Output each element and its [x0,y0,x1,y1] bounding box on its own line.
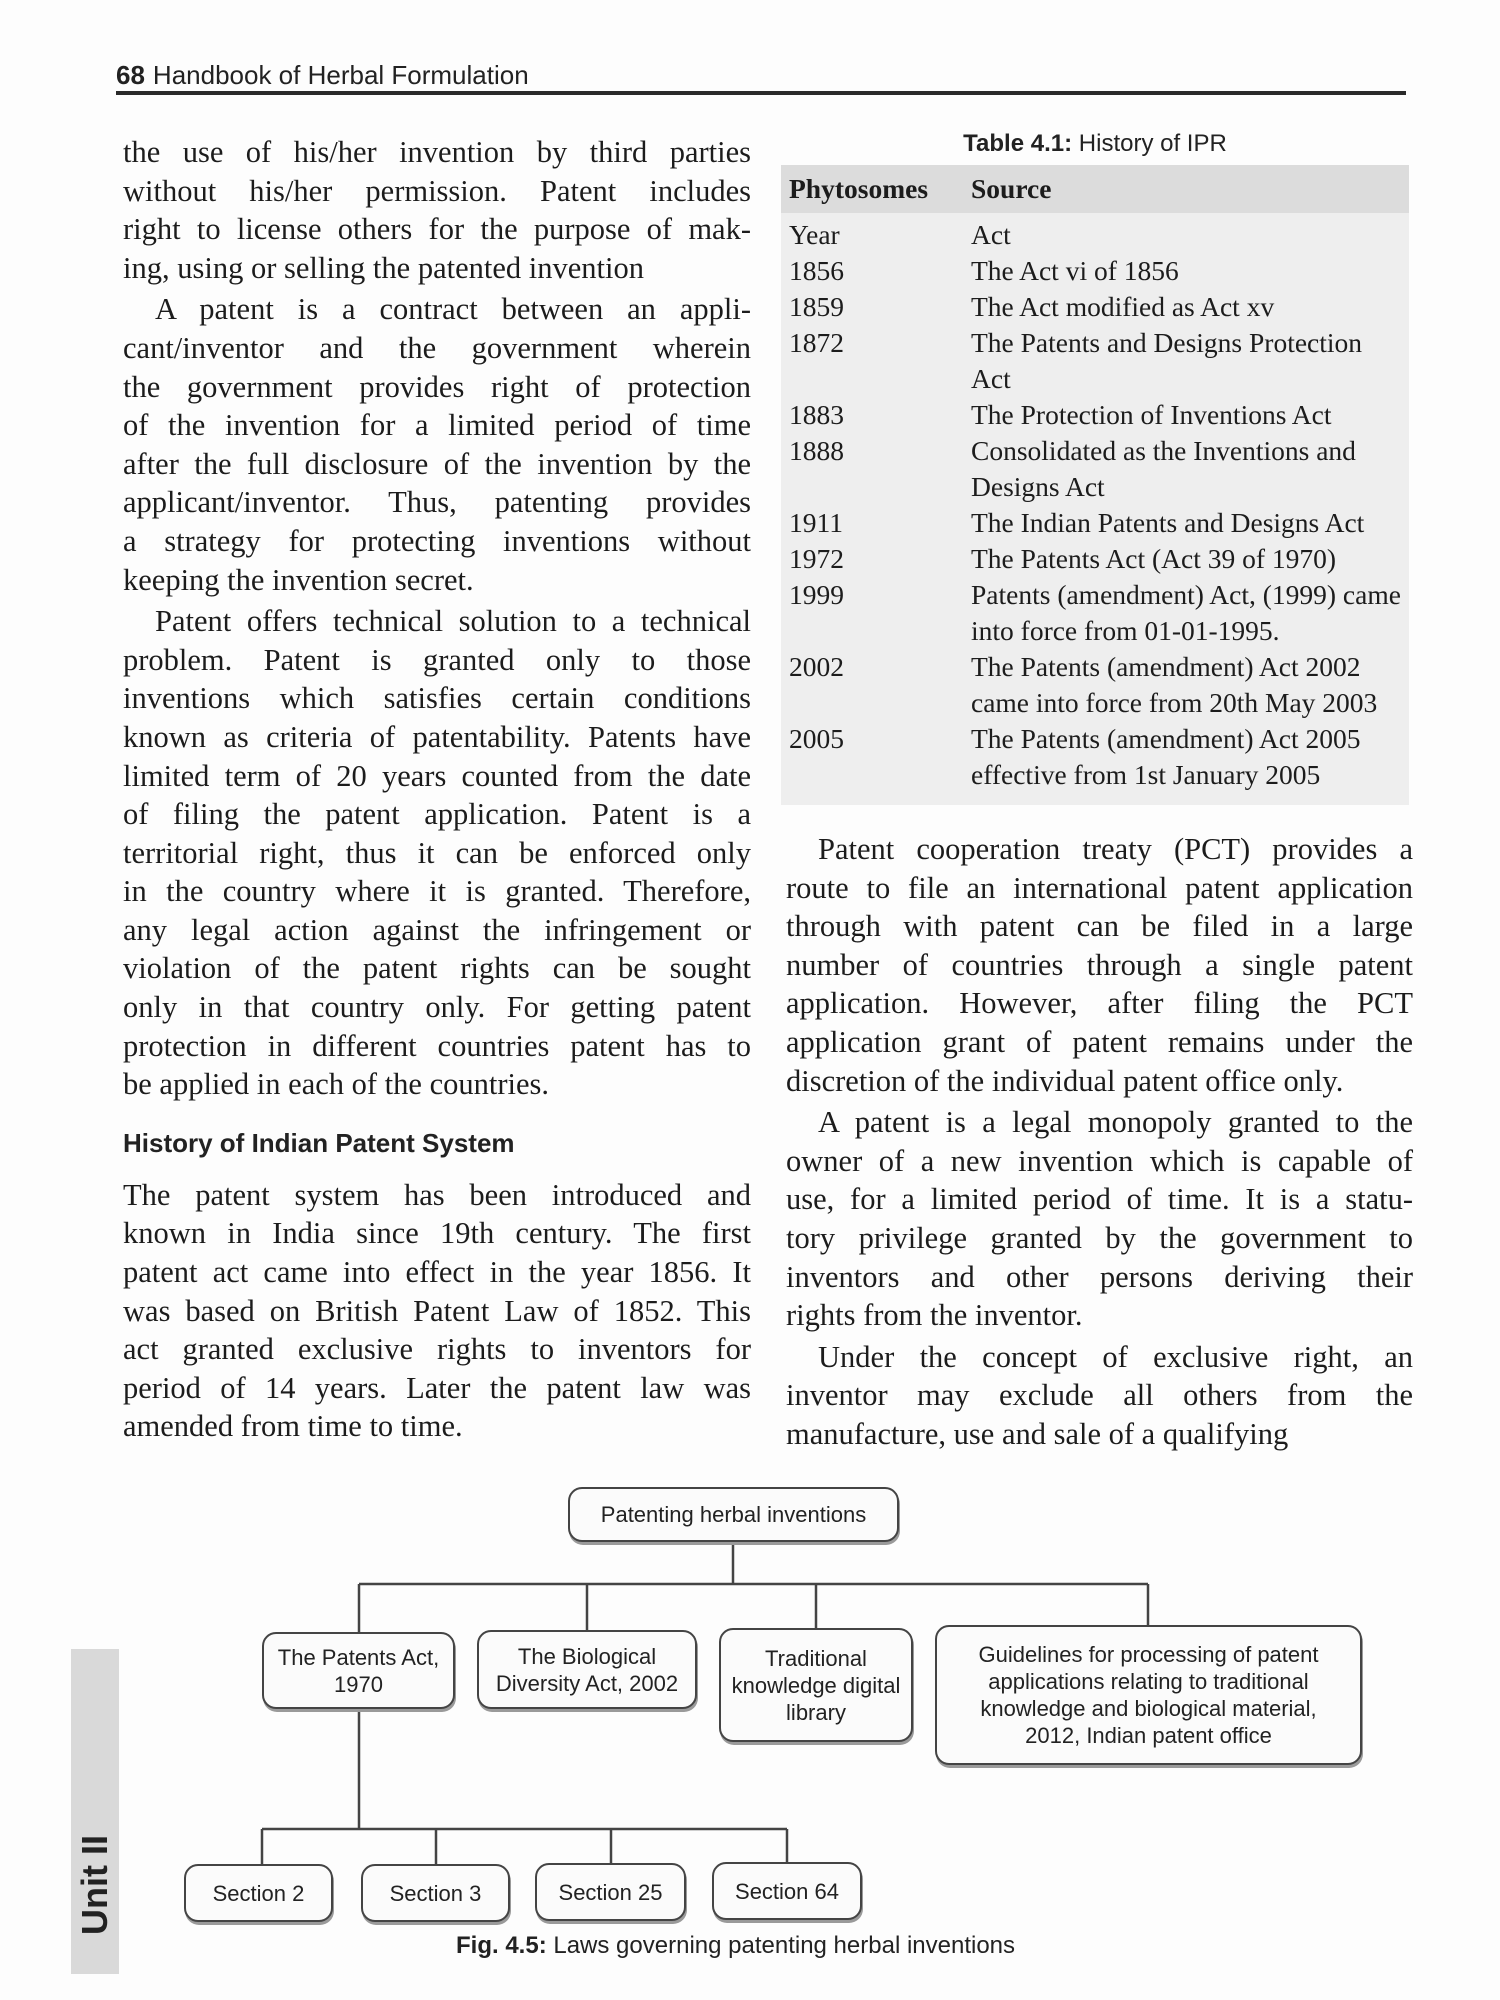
text-line: keeping the invention secret. [123,562,474,597]
text-line: The patent system has been introduced and [123,1177,751,1212]
text-line: Under the concept of exclusive right, an [818,1339,1413,1374]
text-line: any legal action against the infringement or [123,912,751,947]
child-node-tkdl: Traditional knowledge digital library [719,1628,913,1742]
year-cell: 1872 [789,327,844,358]
text-line: of filing the patent application. Patent is a [123,797,751,832]
text-line: was based on British Patent Law of 1852. This [123,1293,751,1328]
text-line: manufacture, use and sale of a qualifying [786,1416,1289,1451]
text-line: owner of a new invention which is capable of [786,1143,1413,1178]
text-line: application. However, after filing the PCT [786,986,1413,1021]
text-line: limited term of 20 years counted from the date [123,758,751,793]
act-cell: The Act modified as Act xv [971,291,1275,322]
figure-caption-label: Fig. 4.5: [456,1932,547,1959]
year-cell: 1972 [789,543,844,574]
section-node: Section 2 [184,1864,333,1922]
text-line: patent act came into effect in the year 1856. It [123,1255,751,1290]
figure-caption [456,1932,1015,1960]
year-cell: 1888 [789,435,844,466]
text-line: Patent cooperation treaty (PCT) provides a [818,832,1413,866]
text-line: A patent is a legal monopoly granted to the [818,1105,1413,1140]
section-node: Section 64 [712,1862,862,1920]
text-line: after the full disclosure of the invention by the [123,446,751,481]
year-cell: 1856 [789,255,844,286]
text-line: application grant of patent remains under the [786,1024,1413,1059]
section-node: Section 25 [535,1863,686,1921]
text-line: ing, using or selling the patented invention [123,250,644,285]
year-cell: 1883 [789,399,844,430]
act-cell: The Protection of Inventions Act [971,399,1332,430]
child-node-guidelines: Guidelines for processing of patent applications relating to traditional knowledge and biological material, 2012, Indian patent office [935,1625,1362,1765]
text-line: cant/inventor and the government wherein [123,330,751,365]
text-line: protection in different countries patent has to [123,1028,751,1063]
text-line: territorial right, thus it can be enforced only [123,835,751,870]
year-cell: 1999 [789,579,844,610]
text-line: violation of the patent rights can be sought [123,951,751,986]
act-cell: The Patents Act (Act 39 of 1970) [971,543,1337,574]
page-number: 68 [116,60,145,90]
section-node: Section 3 [361,1864,510,1922]
text-line: discretion of the individual patent office only. [786,1063,1344,1098]
text-line: act granted exclusive rights to inventors for [123,1332,751,1367]
year-cell: 1911 [789,507,843,538]
text-line: known in India since 19th century. The first [123,1216,751,1251]
text-line: without his/her permission. Patent includes [123,173,751,208]
text-line: inventors and other persons deriving their [786,1259,1413,1294]
text-line: problem. Patent is granted only to those [123,642,751,677]
act-cell: Consolidated as the Inventions and Designs Act [971,435,1356,502]
table-header-cell: Phytosomes [789,173,929,204]
text-line: A patent is a contract between an appli- [155,292,751,327]
act-cell: Act [971,219,1011,250]
act-cell: The Indian Patents and Designs Act [971,507,1365,538]
text-line: tory privilege granted by the government to [786,1220,1413,1255]
year-cell: Year [789,219,840,250]
text-line: of the invention for a limited period of time [123,408,751,443]
text-line: amended from time to time. [123,1409,463,1444]
text-line: known as criteria of patentability. Patents have [123,719,751,754]
text-line: inventor may exclude all others from the [786,1378,1413,1413]
unit-side-tab-label-wrap [71,1800,119,1970]
text-line: use, for a limited period of time. It is a statu- [786,1182,1413,1217]
act-cell: The Act vi of 1856 [971,255,1179,286]
text-line: number of countries through a single patent [786,947,1413,982]
text-line: applicant/inventor. Thus, patenting provides [123,485,751,520]
table-caption-text: History of IPR [1078,130,1227,157]
text-line: be applied in each of the countries. [123,1067,549,1102]
act-cell: Patents (amendment) Act, (1999) came into force from 01-01-1995. [971,579,1401,646]
text-line: right to license others for the purpose of mak- [123,212,751,247]
table-caption-label: Table 4.1: [963,130,1073,157]
text-line: a strategy for protecting inventions without [123,523,751,558]
section-heading: History of Indian Patent System [123,1127,515,1158]
figure-caption-text: Laws governing patenting herbal inventions [553,1932,1016,1959]
act-cell: The Patents (amendment) Act 2005 effective from 1st January 2005 [971,723,1361,790]
text-line: rights from the inventor. [786,1298,1083,1333]
text-line: Patent offers technical solution to a technical [155,604,751,639]
text-line: only in that country only. For getting patent [123,990,751,1025]
text-line: route to file an international patent application [786,870,1413,905]
year-cell: 2002 [789,651,844,682]
table-header-cell: Source [971,173,1052,204]
year-cell: 1859 [789,291,844,322]
child-node-biological-diversity-act: The Biological Diversity Act, 2002 [477,1630,697,1709]
text-line: in the country where it is granted. Therefore, [123,874,751,909]
text-line: through with patent can be filed in a large [786,909,1413,944]
text-line: inventions which satisfies certain conditions [123,681,751,716]
act-cell: The Patents (amendment) Act 2002 came into force from 20th May 2003 [971,651,1378,718]
text-line: period of 14 years. Later the patent law was [123,1370,751,1405]
text-line: the government provides right of protection [123,369,751,404]
root-node: Patenting herbal inventions [568,1487,899,1542]
year-cell: 2005 [789,723,844,754]
child-node-patents-act: The Patents Act, 1970 [262,1632,455,1709]
book-title: Handbook of Herbal Formulation [152,60,529,90]
text-line: the use of his/her invention by third parties [123,135,751,169]
unit-side-tab-label: Unit II [74,1835,116,1935]
act-cell: The Patents and Designs Protection Act [971,327,1363,394]
